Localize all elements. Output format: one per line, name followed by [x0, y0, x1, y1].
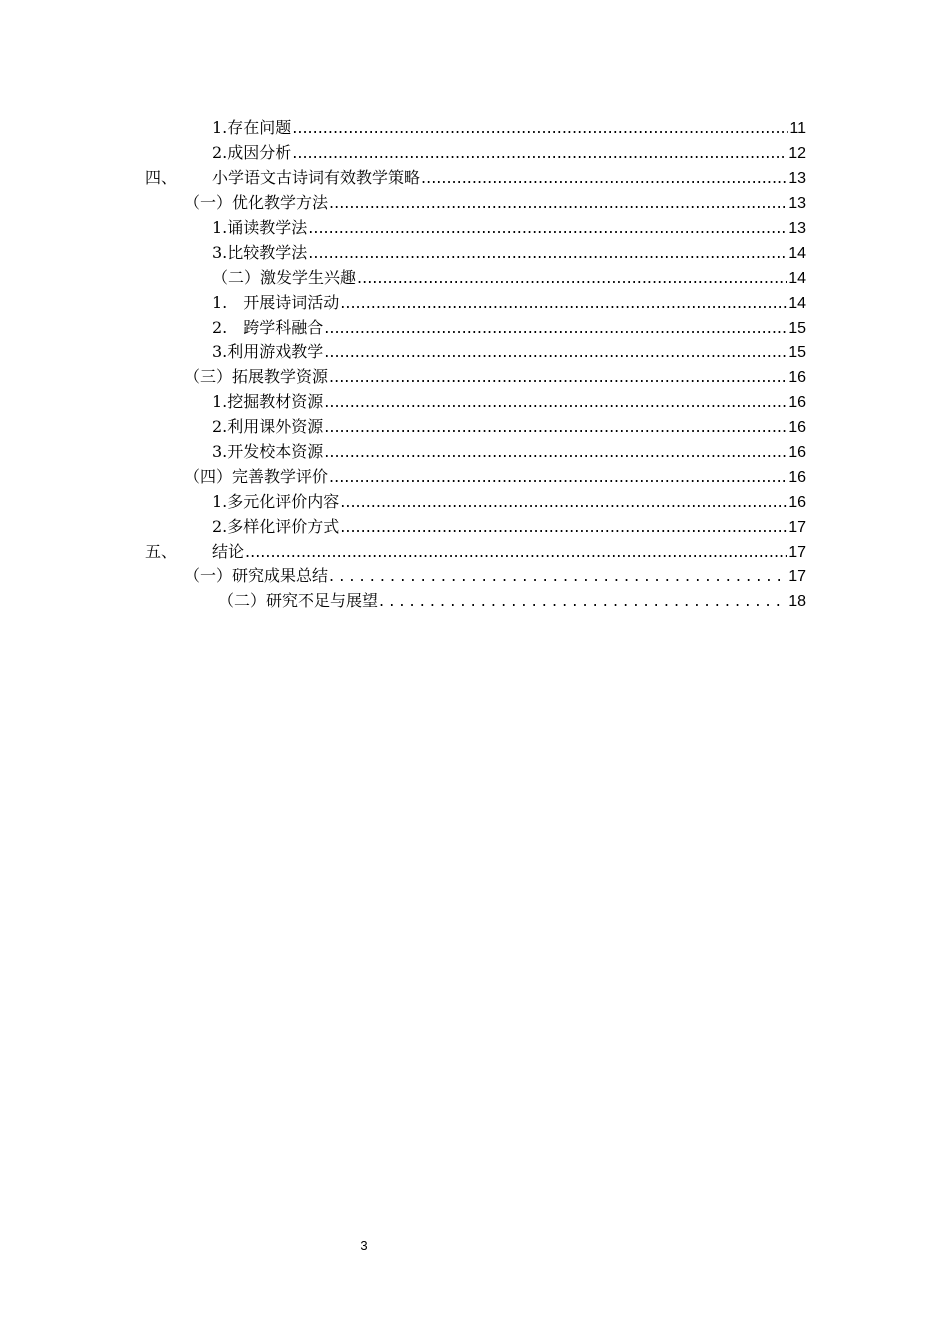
dot-leader	[245, 539, 787, 564]
toc-entry[interactable]	[212, 489, 806, 514]
toc-entry-page: 17	[788, 544, 806, 561]
toc-entry-page: 16	[788, 469, 806, 486]
dot-leader	[292, 140, 787, 165]
toc-entry-page: 14	[788, 295, 806, 312]
toc-entry-title: 2.成因分析	[212, 143, 292, 162]
toc-entry-title: 小学语文古诗词有效教学策略	[212, 168, 421, 187]
toc-entry-title: 1.存在问题	[212, 118, 292, 137]
toc-entry-chapter[interactable]	[145, 165, 806, 190]
toc-entry[interactable]	[212, 215, 806, 240]
toc-entry-title: （一）优化教学方法	[184, 193, 329, 212]
toc-entry-title: 2.多样化评价方式	[212, 517, 340, 536]
toc-entry-page: 13	[788, 170, 806, 187]
toc-entry-title: 1.多元化评价内容	[212, 492, 340, 511]
toc-entry-page: 12	[788, 145, 806, 162]
toc-entry-page: 15	[788, 320, 806, 337]
toc-entry[interactable]	[212, 389, 806, 414]
dot-leader	[292, 115, 788, 140]
toc-entry-page: 13	[788, 220, 806, 237]
dot-leader	[324, 439, 787, 464]
toc-entry-chapter[interactable]	[145, 539, 806, 564]
toc-entry-page: 16	[788, 419, 806, 436]
chapter-number: 五、	[145, 542, 178, 561]
toc-entry[interactable]	[212, 290, 806, 315]
toc-entry-page: 13	[788, 195, 806, 212]
toc-entry[interactable]	[212, 339, 806, 364]
dot-leader	[329, 563, 787, 588]
toc-entry-page: 18	[788, 593, 806, 610]
toc-entry[interactable]	[184, 563, 806, 588]
dot-leader	[329, 364, 787, 389]
chapter-number: 四、	[145, 168, 178, 187]
dot-leader	[324, 315, 787, 340]
toc-entry-page: 14	[788, 270, 806, 287]
dot-leader	[357, 265, 787, 290]
toc-entry[interactable]	[212, 414, 806, 439]
dot-leader	[379, 588, 787, 613]
toc-entry-page: 16	[788, 494, 806, 511]
toc-entry-title: （二）研究不足与展望	[218, 591, 379, 610]
dot-leader	[324, 339, 787, 364]
toc-entry[interactable]	[212, 115, 806, 140]
toc-entry-title: 1.诵读教学法	[212, 218, 308, 237]
dot-leader	[421, 165, 787, 190]
toc-entry[interactable]	[218, 588, 806, 613]
toc-entry-title: 结论	[212, 542, 245, 561]
toc-entry-title: 1.挖掘教材资源	[212, 392, 324, 411]
toc-entry[interactable]	[212, 240, 806, 265]
toc-entry-title: 3.利用游戏教学	[212, 342, 324, 361]
dot-leader	[329, 464, 787, 489]
toc-entry[interactable]	[212, 439, 806, 464]
toc-entry[interactable]	[184, 464, 806, 489]
toc-entry-title: （三）拓展教学资源	[184, 367, 329, 386]
toc-entry-page: 16	[788, 394, 806, 411]
toc-entry[interactable]	[212, 265, 806, 290]
toc-entry-title: 3.比较教学法	[212, 243, 308, 262]
dot-leader	[340, 514, 787, 539]
toc-entry-title: （四）完善教学评价	[184, 467, 329, 486]
toc-entry-title: 2. 跨学科融合	[212, 318, 324, 337]
dot-leader	[308, 240, 787, 265]
toc-entry-page: 17	[788, 519, 806, 536]
dot-leader	[329, 190, 787, 215]
dot-leader	[308, 215, 787, 240]
page-number: 3	[360, 1238, 368, 1253]
toc-entry-page: 14	[788, 245, 806, 262]
toc-entry[interactable]	[184, 364, 806, 389]
toc-entry-page: 16	[788, 369, 806, 386]
toc-entry-title: （二）激发学生兴趣	[212, 268, 357, 287]
toc-entry-title: 3.开发校本资源	[212, 442, 324, 461]
toc-entry-title: （一）研究成果总结	[184, 566, 329, 585]
toc-entry[interactable]	[184, 190, 806, 215]
toc-entry-title: 1. 开展诗词活动	[212, 293, 340, 312]
toc-entry-title: 2.利用课外资源	[212, 417, 324, 436]
toc-entry-page: 16	[788, 444, 806, 461]
toc-entry[interactable]	[212, 514, 806, 539]
toc-entry-page: 15	[788, 344, 806, 361]
toc-entry[interactable]	[212, 140, 806, 165]
toc-entry-page: 17	[788, 568, 806, 585]
dot-leader	[324, 414, 787, 439]
dot-leader	[340, 489, 787, 514]
toc-entry-page: 11	[789, 120, 806, 137]
dot-leader	[340, 290, 787, 315]
toc-entry[interactable]	[212, 315, 806, 340]
dot-leader	[324, 389, 787, 414]
